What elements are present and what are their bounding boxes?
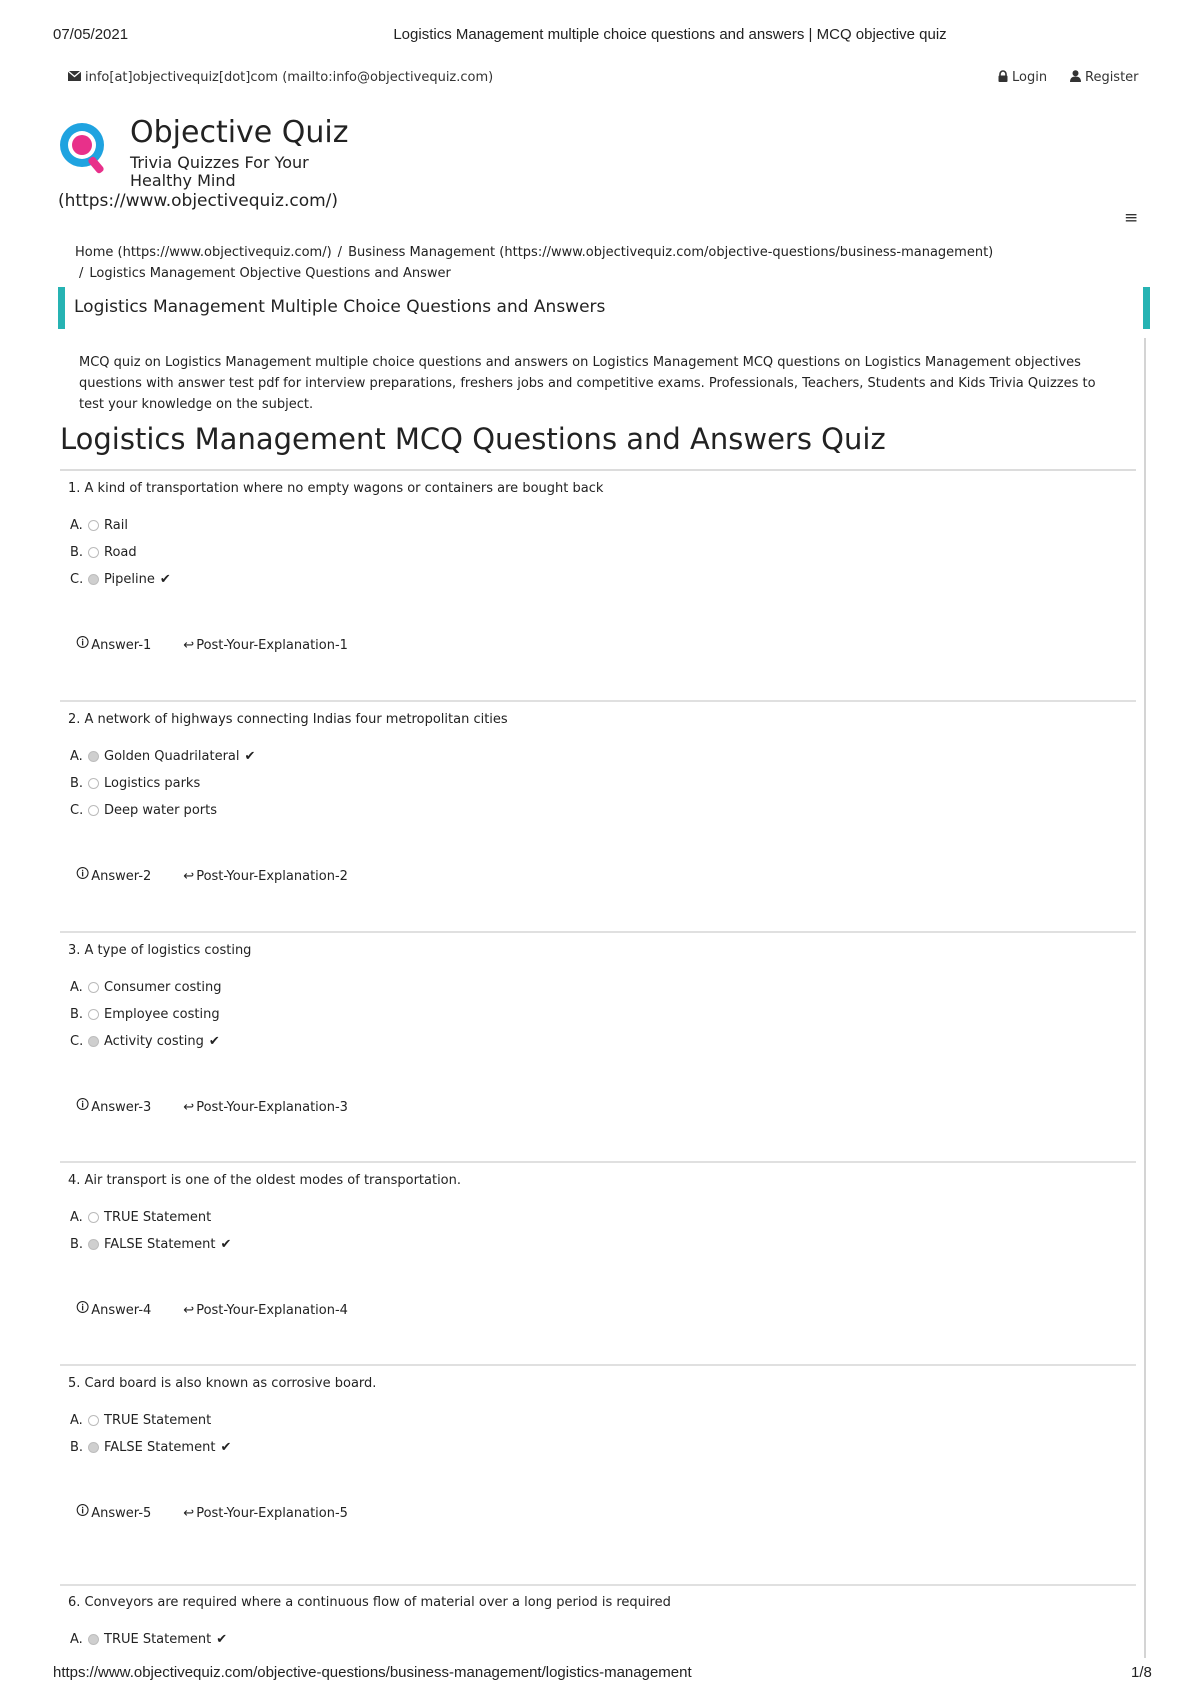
- option-row[interactable]: [70, 572, 171, 587]
- option-letter: B.: [70, 545, 84, 560]
- breadcrumb-category[interactable]: Business Management (https://www.objectivequiz.com/objective-questions/business-management): [348, 245, 994, 260]
- answer-button[interactable]: [76, 1299, 151, 1321]
- option-row[interactable]: [70, 803, 217, 818]
- site-logo-icon[interactable]: [56, 118, 112, 178]
- info-circle-icon: 🛈: [76, 636, 90, 651]
- divider: [60, 1161, 1136, 1163]
- answer-button[interactable]: [76, 1502, 151, 1524]
- answer-button[interactable]: [76, 1096, 151, 1118]
- print-footer-url: https://www.objectivequiz.com/objective-questions/business-management/logistics-management: [53, 1664, 692, 1681]
- contact-email-text: info[at]objectivequiz[dot]com (mailto:info@objectivequiz.com): [85, 70, 494, 85]
- option-letter: A.: [70, 1632, 83, 1647]
- option-row[interactable]: [70, 1440, 231, 1455]
- hamburger-icon[interactable]: ≡: [1124, 208, 1139, 228]
- option-letter: A.: [70, 1210, 83, 1225]
- option-letter: B.: [70, 1237, 84, 1252]
- divider: [60, 469, 1136, 471]
- option-row[interactable]: [70, 980, 222, 995]
- radio-button[interactable]: [88, 1009, 99, 1020]
- quiz-heading: Logistics Management MCQ Questions and Answers Quiz: [60, 422, 886, 456]
- intro-paragraph: MCQ quiz on Logistics Management multiple choice questions and answers on Logistics Management MCQ questions on Logistics Management objectives questions with answer test pdf for interview preparations, freshers jobs and competitive exams. Professionals, Teachers, Students and Kids Trivia Quizzes to test your knowledge on the subject.: [79, 355, 1096, 412]
- option-row[interactable]: [70, 1632, 227, 1647]
- answer-label: Answer-4: [91, 1302, 152, 1318]
- option-row[interactable]: [70, 545, 137, 560]
- post-explanation-button[interactable]: [183, 1299, 348, 1321]
- option-letter: B.: [70, 776, 84, 791]
- breadcrumb-separator: /: [337, 245, 343, 260]
- checkmark-icon: ✔: [208, 1034, 220, 1049]
- divider: [60, 1584, 1136, 1586]
- explanation-label: Post-Your-Explanation-3: [196, 1099, 348, 1115]
- checkmark-icon: ✔: [220, 1440, 232, 1455]
- breadcrumb: [75, 242, 1155, 284]
- question-text: 6. Conveyors are required where a continuous flow of material over a long period is required: [68, 1595, 671, 1610]
- register-label: Register: [1085, 70, 1139, 85]
- envelope-icon: [68, 71, 81, 84]
- option-label: Deep water ports: [104, 803, 217, 818]
- option-letter: A.: [70, 749, 83, 764]
- option-letter: B.: [70, 1440, 84, 1455]
- info-circle-icon: 🛈: [76, 1098, 90, 1113]
- post-explanation-button[interactable]: [183, 865, 348, 887]
- divider: [60, 931, 1136, 933]
- reply-icon: ↩: [183, 1505, 195, 1521]
- option-letter: A.: [70, 518, 83, 533]
- breadcrumb-separator: /: [79, 266, 84, 281]
- checkmark-icon: ✔: [159, 572, 171, 587]
- radio-button[interactable]: [88, 1415, 99, 1426]
- option-label: FALSE Statement: [104, 1440, 216, 1455]
- user-icon: [1070, 70, 1081, 85]
- site-name[interactable]: Objective Quiz: [130, 115, 349, 150]
- option-label: Consumer costing: [104, 980, 222, 995]
- radio-button[interactable]: [88, 805, 99, 816]
- option-label: Pipeline: [104, 572, 155, 587]
- info-circle-icon: 🛈: [76, 867, 90, 882]
- question-text: 2. A network of highways connecting Indias four metropolitan cities: [68, 712, 508, 727]
- explanation-label: Post-Your-Explanation-2: [196, 868, 348, 884]
- checkmark-icon: ✔: [220, 1237, 232, 1252]
- option-label: TRUE Statement: [104, 1413, 212, 1428]
- option-row[interactable]: [70, 1210, 211, 1225]
- answer-label: Answer-1: [91, 637, 152, 653]
- radio-button[interactable]: [88, 751, 99, 762]
- option-row[interactable]: [70, 776, 200, 791]
- print-date: 07/05/2021: [53, 26, 129, 43]
- breadcrumb-current: Logistics Management Objective Questions and Answer: [89, 266, 451, 281]
- option-row[interactable]: [70, 749, 255, 764]
- option-label: Road: [104, 545, 137, 560]
- explanation-label: Post-Your-Explanation-4: [196, 1302, 348, 1318]
- option-label: Logistics parks: [104, 776, 201, 791]
- breadcrumb-home[interactable]: Home (https://www.objectivequiz.com/): [75, 245, 332, 260]
- option-letter: A.: [70, 1413, 83, 1428]
- option-letter: A.: [70, 980, 83, 995]
- radio-button[interactable]: [88, 1239, 99, 1250]
- print-page-title: Logistics Management multiple choice questions and answers | MCQ objective quiz: [393, 26, 947, 43]
- option-label: TRUE Statement: [104, 1632, 212, 1647]
- section-title: Logistics Management Multiple Choice Questions and Answers: [74, 297, 606, 317]
- radio-button[interactable]: [88, 574, 99, 585]
- checkmark-icon: ✔: [244, 749, 256, 764]
- print-page-number: 1/8: [1131, 1664, 1152, 1681]
- reply-icon: ↩: [183, 1302, 195, 1318]
- checkmark-icon: ✔: [216, 1632, 228, 1647]
- radio-button[interactable]: [88, 778, 99, 789]
- option-letter: B.: [70, 1007, 84, 1022]
- site-tagline: Trivia Quizzes For Your Healthy Mind: [130, 153, 309, 190]
- answer-label: Answer-3: [91, 1099, 152, 1115]
- radio-button[interactable]: [88, 1634, 99, 1645]
- register-link[interactable]: [1070, 70, 1139, 85]
- option-letter: C.: [70, 1034, 84, 1049]
- option-label: FALSE Statement: [104, 1237, 216, 1252]
- option-label: Activity costing: [104, 1034, 204, 1049]
- answer-label: Answer-5: [91, 1505, 152, 1521]
- answer-button[interactable]: [76, 865, 151, 887]
- radio-button[interactable]: [88, 1442, 99, 1453]
- reply-icon: ↩: [183, 637, 195, 653]
- radio-button[interactable]: [88, 1212, 99, 1223]
- option-label: Golden Quadrilateral: [104, 749, 240, 764]
- option-letter: C.: [70, 803, 84, 818]
- info-circle-icon: 🛈: [76, 1301, 90, 1316]
- question-text: 4. Air transport is one of the oldest modes of transportation.: [68, 1173, 462, 1188]
- explanation-label: Post-Your-Explanation-1: [196, 637, 348, 653]
- contact-email-link[interactable]: [68, 70, 493, 85]
- post-explanation-button[interactable]: [183, 1096, 348, 1118]
- option-row[interactable]: [70, 1413, 211, 1428]
- question-text: 3. A type of logistics costing: [68, 943, 252, 958]
- question-text: 5. Card board is also known as corrosive board.: [68, 1376, 377, 1391]
- radio-button[interactable]: [88, 547, 99, 558]
- info-circle-icon: 🛈: [76, 1504, 90, 1519]
- option-label: Rail: [104, 518, 128, 533]
- radio-button[interactable]: [88, 520, 99, 531]
- reply-icon: ↩: [183, 868, 195, 884]
- divider: [60, 1364, 1136, 1366]
- option-letter: C.: [70, 572, 84, 587]
- home-url-text: (https://www.objectivequiz.com/): [58, 191, 339, 211]
- explanation-label: Post-Your-Explanation-5: [196, 1505, 348, 1521]
- radio-button[interactable]: [88, 1036, 99, 1047]
- login-label: Login: [1012, 70, 1048, 85]
- reply-icon: ↩: [183, 1099, 195, 1115]
- option-label: TRUE Statement: [104, 1210, 212, 1225]
- option-row[interactable]: [70, 1034, 220, 1049]
- post-explanation-button[interactable]: [183, 634, 348, 656]
- question-text: 1. A kind of transportation where no empty wagons or containers are bought back: [68, 481, 604, 496]
- login-link[interactable]: [998, 70, 1047, 85]
- content-right-border: [1144, 338, 1146, 1658]
- post-explanation-button[interactable]: [183, 1502, 348, 1524]
- option-label: Employee costing: [104, 1007, 220, 1022]
- radio-button[interactable]: [88, 982, 99, 993]
- option-row[interactable]: [70, 518, 128, 533]
- option-row[interactable]: [70, 1237, 231, 1252]
- answer-label: Answer-2: [91, 868, 152, 884]
- answer-button[interactable]: [76, 634, 151, 656]
- divider: [60, 700, 1136, 702]
- option-row[interactable]: [70, 1007, 220, 1022]
- section-title-bar: [58, 287, 1150, 329]
- lock-icon: [998, 70, 1008, 85]
